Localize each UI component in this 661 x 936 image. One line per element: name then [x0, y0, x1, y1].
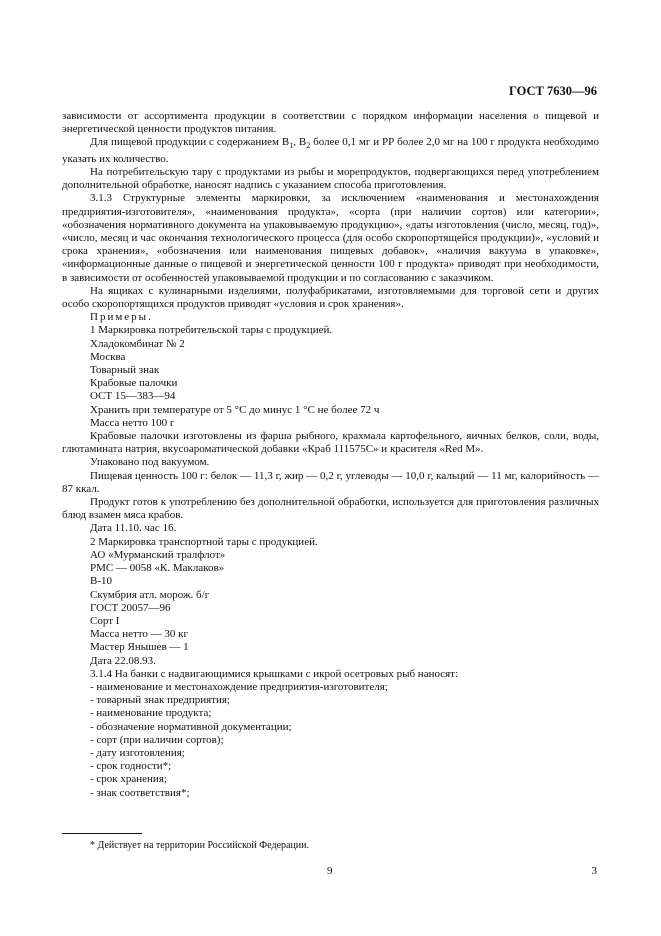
example-line: Крабовые палочки: [90, 377, 178, 390]
footnote: * Действует на территории Российской Федерации.: [90, 840, 309, 851]
example-line: Дата 11.10. час 16.: [90, 522, 177, 535]
list-item: - дату изготовления;: [90, 746, 185, 759]
example-line: РМС — 0058 «К. Маклаков»: [90, 562, 225, 575]
example-title: 1 Маркировка потребительской тары с продукцией.: [90, 324, 333, 337]
example-line: Мастер Янышев — 1: [90, 641, 189, 654]
example-line: Товарный знак: [90, 364, 160, 377]
example-line: АО «Мурманский тралфлот»: [90, 548, 226, 561]
paragraph: Продукт готов к употреблению без дополнительной обработки, используется для приготовления различных блюд взамен мяса крабов.: [62, 496, 599, 522]
example-line: Упаковано под вакуумом.: [90, 456, 210, 469]
document-body: [62, 110, 599, 800]
paragraph: зависимости от ассортимента продукции в соответствии с порядком информации населения о пищевой и энергетической ценности продуктов питания.: [62, 110, 599, 136]
list-item: - срок годности*;: [90, 760, 172, 773]
list-item: - сорт (при наличии сортов);: [90, 733, 224, 746]
example-title: 2 Маркировка транспортной тары с продукцией.: [90, 535, 318, 548]
list-item: - товарный знак предприятия;: [90, 694, 230, 707]
paragraph: 3.1.3 Структурные элементы маркировки, за исключением «наименования и местонахождения предприятия-изготовителя», «наименования продукта», «сорта (при наличии сортов) или категории», «обозначения нормативного документа на упаковываемую продукцию», «даты изготовления (число, месяц, год)», «число, месяц и час окончания технологического процесса (для особо скоропортящейся продукции)», «условий и срока хранения», «обозначения или наименования пищевых добавок», «наличия вакуума в упаковке», «информационные данные о пищевой и энергетической ценности 100 г продукта» приводят при необходимости, в зависимости от особенностей упаковываемой продукции и по согласованию с заказчиком.: [62, 192, 599, 284]
footnote-divider: [62, 833, 142, 834]
paragraph: Крабовые палочки изготовлены из фарша рыбного, крахмала картофельного, яичных белков, соли, воды, глютамината натрия, вкусоароматической добавки «Краб 111575С» и красителя «Red M».: [62, 430, 599, 456]
examples-heading: Примеры.: [90, 311, 153, 324]
example-line: Хладокомбинат № 2: [90, 337, 185, 350]
text: более 0,1 мг и РР более 2,0 мг на 100 г продукта необходимо указать их количество.: [62, 136, 600, 165]
subscript: 2: [306, 141, 311, 151]
example-line: Скумбрия атл. морож. б/г: [90, 588, 210, 601]
example-line: Москва: [90, 350, 126, 363]
example-line: ОСТ 15—383—94: [90, 390, 176, 403]
example-line: Сорт I: [90, 614, 120, 627]
list-item: - знак соответствия*;: [90, 786, 190, 799]
list-item: - наименование и местонахождение предприятия-изготовителя;: [90, 680, 388, 693]
text: , В: [293, 136, 307, 149]
example-line: В-10: [90, 575, 112, 588]
example-line: Дата 22.08.93.: [90, 654, 156, 667]
paragraph: На ящиках с кулинарными изделиями, полуфабрикатами, изготовляемыми для торговой сети и других особо скоропортящихся продуктов приводят «условия и срок хранения».: [62, 284, 599, 311]
example-line: Хранить при температуре от 5 °С до минус 1 °С не более 72 ч: [90, 403, 380, 416]
page-number-center: 9: [327, 865, 333, 877]
paragraph: Пищевая ценность 100 г: белок — 11,3 г, жир — 0,2 г, углеводы — 10,0 г, кальций — 11 мг, калорийность — 87 ккал.: [62, 469, 599, 495]
paragraph: На потребительскую тару с продуктами из рыбы и морепродуктов, подвергающихся перед употреблением дополнительной обработке, наносят надпись с указанием способа приготовления.: [62, 166, 599, 192]
example-line: Масса нетто — 30 кг: [90, 628, 189, 641]
example-line: ГОСТ 20057—96: [90, 601, 171, 614]
subscript: 1: [289, 141, 294, 151]
paragraph-vitamins: [62, 136, 599, 166]
paragraph: 3.1.4 На банки с надвигающимися крышками с икрой осетровых рыб наносят:: [90, 667, 459, 680]
text: Для пищевой продукции с содержанием В: [90, 136, 290, 149]
list-item: - срок хранения;: [90, 773, 167, 786]
list-item: - наименование продукта;: [90, 707, 212, 720]
document-header: ГОСТ 7630—96: [508, 84, 597, 98]
page-number-right: 3: [591, 865, 597, 877]
list-item: - обозначение нормативной документации;: [90, 720, 292, 733]
example-line: Масса нетто 100 г: [90, 416, 175, 429]
